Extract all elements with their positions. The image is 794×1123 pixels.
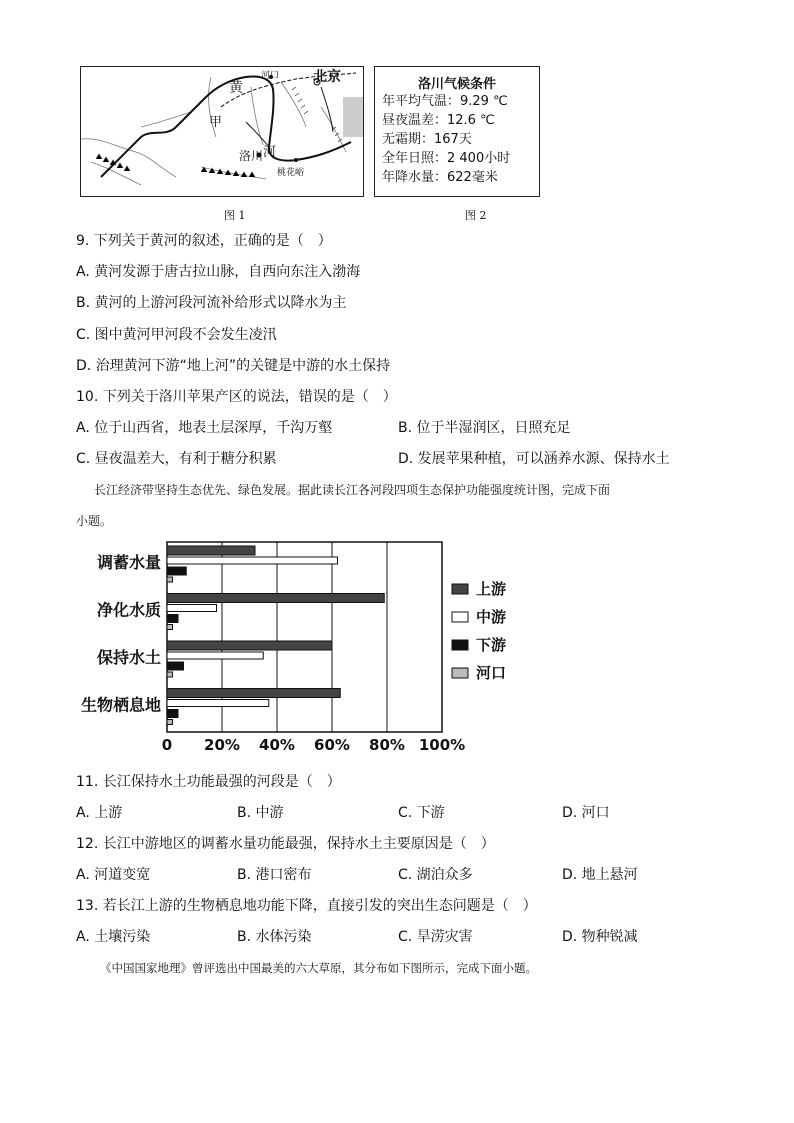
bar-上游	[167, 594, 384, 603]
x-tick-label: 100%	[418, 736, 466, 754]
x-tick-label: 40%	[259, 736, 295, 754]
x-tick-label: 20%	[204, 736, 240, 754]
legend-swatch	[452, 584, 468, 594]
bar-中游	[167, 652, 263, 659]
bar-下游	[167, 662, 184, 670]
climate-title: 洛川气候条件	[417, 77, 496, 92]
legend-swatch	[452, 640, 468, 650]
legend-label: 中游	[476, 608, 507, 626]
q13-option-d: D. 物种锐减	[562, 929, 638, 945]
bar-河口	[167, 672, 173, 677]
bar-河口	[167, 577, 173, 582]
x-tick-label: 0	[161, 736, 173, 754]
climate-line-diurnal: 昼夜温差：12.6 ℃	[382, 113, 495, 128]
q10-option-a: A. 位于山西省，地表土层深厚，千沟万壑	[76, 420, 333, 436]
intro-yangtze-line1: 长江经济带坚持生态优先、绿色发展。据此读长江各河段四项生态保护功能强度统计图，完成下面	[94, 483, 611, 497]
q10-stem: 10. 下列关于洛川苹果产区的说法，错误的是（ ）	[76, 389, 397, 405]
q13-option-b: B. 水体污染	[237, 929, 312, 945]
q13-stem: 13. 若长江上游的生物栖息地功能下降，直接引发的突出生态问题是（ ）	[76, 898, 537, 914]
q11-option-b: B. 中游	[237, 805, 284, 821]
bar-上游	[167, 546, 255, 555]
category-label: 调蓄水量	[96, 553, 161, 572]
legend-label: 上游	[476, 580, 507, 598]
yellow-river-line	[101, 77, 351, 178]
figure2-caption: 图 2	[465, 209, 487, 222]
figure1-caption: 图 1	[224, 209, 246, 222]
intro-yangtze-line2: 小题。	[76, 514, 113, 528]
bar-下游	[167, 615, 178, 623]
q12-option-c: C. 湖泊众多	[398, 867, 473, 883]
map-label-he: 河	[263, 145, 277, 160]
legend-swatch	[452, 612, 468, 622]
q12-stem: 12. 长江中游地区的调蓄水量功能最强，保持水土主要原因是（ ）	[76, 836, 495, 852]
map-label-jia: 甲	[209, 115, 223, 130]
map-label-luochuan: 洛川	[239, 149, 264, 163]
q9-option-a: A. 黄河发源于唐古拉山脉，自西向东注入渤海	[76, 264, 361, 280]
q11-option-d: D. 河口	[562, 805, 610, 821]
legend-label: 下游	[476, 636, 507, 654]
q12-option-a: A. 河道变宽	[76, 867, 151, 883]
bar-下游	[167, 567, 186, 575]
q9-stem: 9. 下列关于黄河的叙述，正确的是（ ）	[76, 233, 332, 249]
x-tick-label: 80%	[369, 736, 405, 754]
map-label-huang: 黄	[229, 80, 243, 96]
q10-option-c: C. 昼夜温差大，有利于糖分积累	[76, 451, 277, 467]
map-label-hekou: 河口	[261, 71, 280, 81]
q10-option-b: B. 位于半湿润区，日照充足	[398, 420, 571, 436]
category-label: 保持水土	[96, 648, 161, 667]
q9-option-d: D. 治理黄河下游“地上河”的关键是中游的水土保持	[76, 358, 391, 374]
bar-下游	[167, 710, 178, 718]
climate-line-sunshine: 全年日照：2 400小时	[382, 151, 511, 166]
q10-option-d: D. 发展苹果种植，可以涵养水源、保持水土	[398, 451, 670, 467]
q9-option-b: B. 黄河的上游河段河流补给形式以降水为主	[76, 295, 347, 311]
bar-上游	[167, 641, 332, 650]
map-label-beijing: 北京	[313, 69, 341, 85]
q13-option-c: C. 旱涝灾害	[398, 929, 473, 945]
bar-中游	[167, 557, 338, 564]
bar-中游	[167, 605, 217, 612]
category-label: 净化水质	[96, 600, 161, 620]
climate-line-precip: 年降水量：622毫米	[382, 170, 498, 185]
climate-line-frostfree: 无霜期：167天	[382, 132, 472, 147]
x-tick-label: 60%	[314, 736, 350, 754]
bar-中游	[167, 700, 269, 707]
q12-option-d: D. 地上悬河	[562, 867, 638, 883]
q11-option-a: A. 上游	[76, 805, 123, 821]
yangtze-function-chart	[76, 536, 526, 766]
map-drawing	[81, 67, 364, 197]
legend-label: 河口	[476, 664, 507, 682]
bar-河口	[167, 720, 173, 725]
bar-河口	[167, 625, 173, 630]
bar-上游	[167, 689, 340, 698]
legend-swatch	[452, 668, 468, 678]
q9-option-c: C. 图中黄河甲河段不会发生凌汛	[76, 327, 277, 343]
map-label-taohuayu: 桃花峪	[277, 168, 305, 178]
q11-option-c: C. 下游	[398, 805, 445, 821]
luochuan-climate-box	[374, 66, 540, 197]
yellow-river-map	[80, 66, 364, 197]
intro-grassland: 《中国国家地理》曾评选出中国最美的六大草原，其分布如下图所示，完成下面小题。	[100, 961, 537, 975]
category-label: 生物栖息地	[80, 695, 161, 715]
q13-option-a: A. 土壤污染	[76, 929, 151, 945]
q12-option-b: B. 港口密布	[237, 867, 312, 883]
q11-stem: 11. 长江保持水土功能最强的河段是（ ）	[76, 774, 341, 790]
climate-line-temperature: 年平均气温：9.29 ℃	[382, 94, 508, 109]
